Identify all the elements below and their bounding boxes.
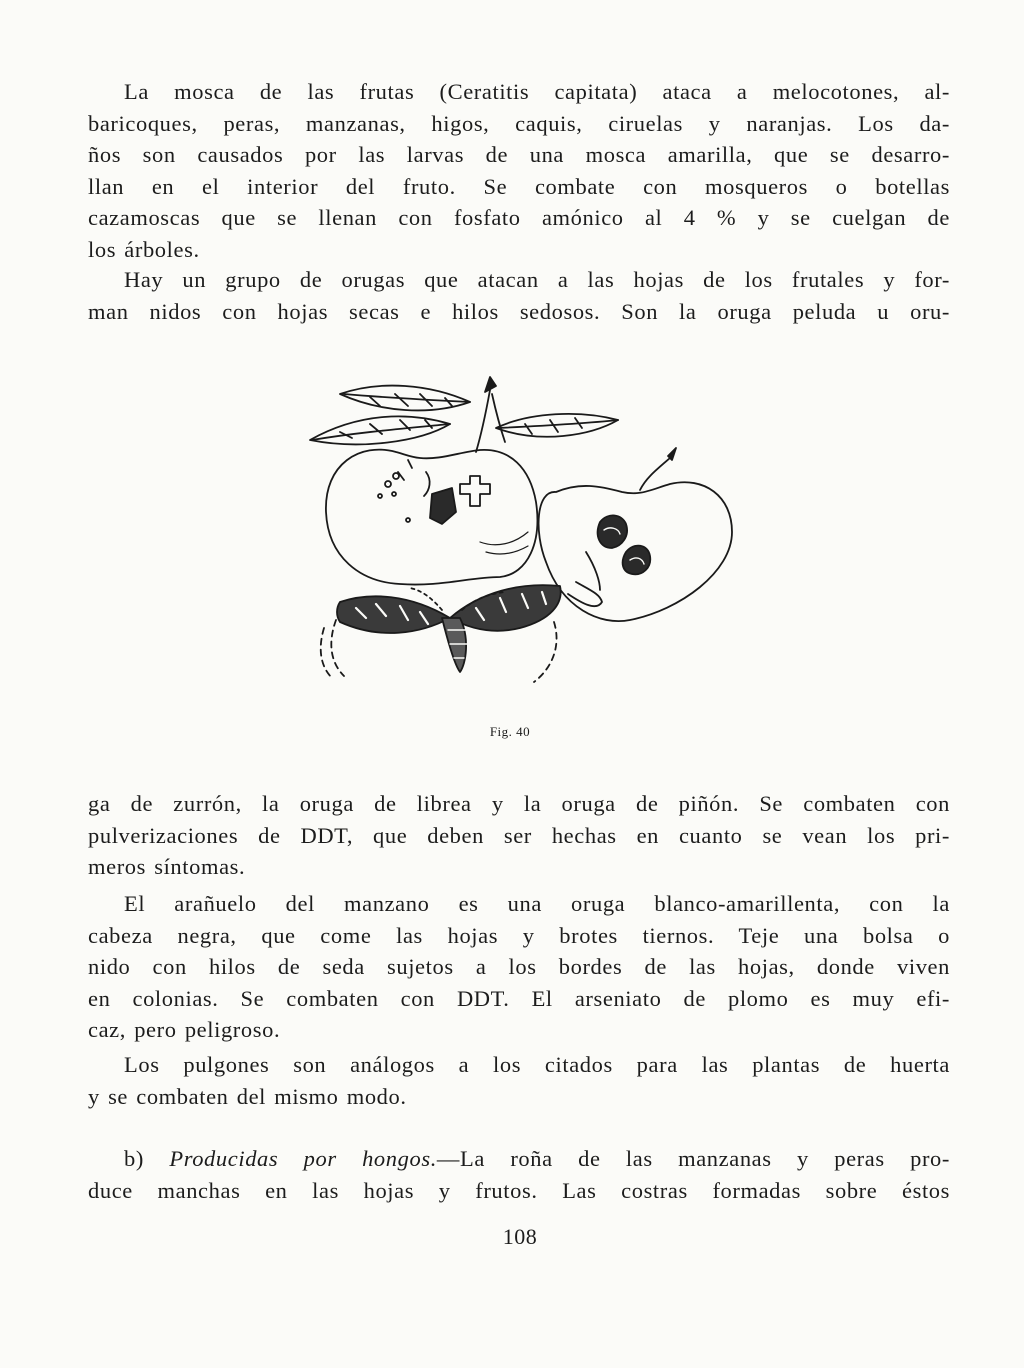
section-subheading: Producidas por hongos. xyxy=(169,1146,437,1171)
text-span: —La roña de las manzanas y peras pro- xyxy=(436,1146,950,1171)
text-line: baricoques, peras, manzanas, higos, caquis, ciruelas y naranjas. Los da- xyxy=(88,110,950,136)
paragraph-fungal-diseases xyxy=(88,1143,950,1206)
text-line: ga de zurrón, la oruga de librea y la oruga de piñón. Se combaten con xyxy=(88,791,950,816)
text-line: cabeza negra, que come las hojas y brotes tiernos. Teje una bolsa o xyxy=(88,922,950,948)
apple-moth-drawing xyxy=(300,372,750,700)
text-line: en colonias. Se combaten con DDT. El arseniato de plomo es muy efi- xyxy=(88,985,950,1011)
paragraph-caterpillars xyxy=(88,264,950,327)
text-line: ños son causados por las larvas de una mosca amarilla, que se desarro- xyxy=(88,142,950,167)
text-line: Hay un grupo de orugas que atacan a las hojas de los frutales y for- xyxy=(124,267,950,292)
page-number: 108 xyxy=(502,1224,538,1249)
text-line: y se combaten del mismo modo. xyxy=(88,1083,407,1109)
text-line: los árboles. xyxy=(88,236,200,262)
text-line: pulverizaciones de DDT, que deben ser hechas en cuanto se vean los pri- xyxy=(88,822,950,848)
paragraph-aphids xyxy=(88,1049,950,1112)
paragraph-caterpillar-control xyxy=(88,788,950,883)
figure-caption: Fig. 40 xyxy=(489,724,531,739)
text-line: meros síntomas. xyxy=(88,854,246,879)
text-line: llan en el interior del fruto. Se combate con mosqueros o botellas xyxy=(88,173,950,199)
paragraph-apple-ermine-moth xyxy=(88,888,950,1046)
figure-apple-pests-illustration xyxy=(300,372,750,700)
text-line: Los pulgones son análogos a los citados para las plantas de huerta xyxy=(124,1052,950,1077)
text-line xyxy=(88,1143,950,1175)
text-line: nido con hilos de seda sujetos a los bordes de las hojas, donde viven xyxy=(88,954,950,979)
text-line: caz, pero peligroso. xyxy=(88,1017,281,1042)
text-line: man nidos con hojas secas e hilos sedosos. Son la oruga peluda u oru- xyxy=(88,298,950,324)
text-line: El arañuelo del manzano es una oruga blanco-amarillenta, con la xyxy=(124,891,950,916)
text-line: cazamoscas que se llenan con fosfato amónico al 4 % y se cuelgan de xyxy=(88,205,950,230)
paragraph-fruit-fly xyxy=(88,76,950,265)
text-line: La mosca de las frutas (Ceratitis capitata) ataca a melocotones, al- xyxy=(124,79,950,104)
text-line: duce manchas en las hojas y frutos. Las costras formadas sobre éstos xyxy=(88,1177,950,1203)
list-marker: b) xyxy=(124,1146,170,1171)
